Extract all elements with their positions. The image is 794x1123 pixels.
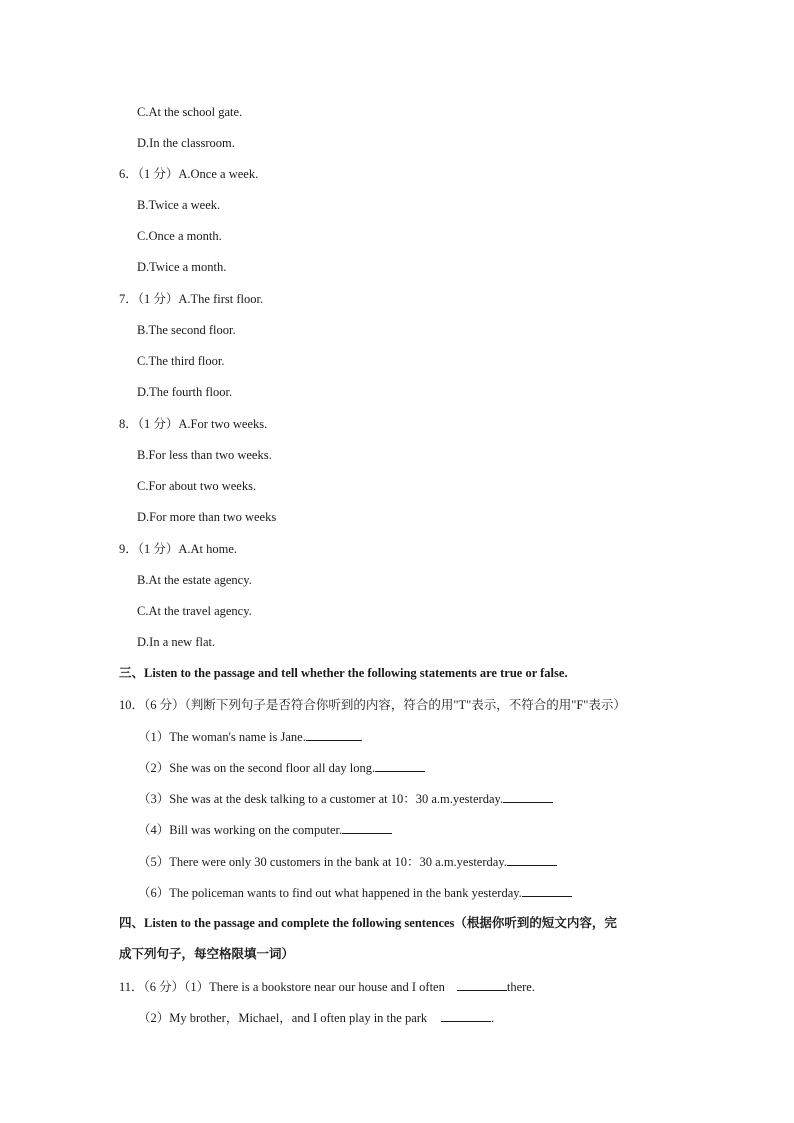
section-4-heading-line2 <box>119 946 294 962</box>
answer-blank[interactable] <box>342 821 392 834</box>
option-text: D.For more than two weeks <box>137 510 277 524</box>
line-q8-a <box>119 416 267 432</box>
answer-blank[interactable] <box>457 978 507 991</box>
statement-text: （4）Bill was working on the computer. <box>138 823 343 837</box>
line-q5-d <box>137 135 235 151</box>
option-text: D.Twice a month. <box>137 260 227 274</box>
line-q11-2 <box>138 1009 494 1026</box>
line-q7-a <box>119 291 263 307</box>
statement-text: （5）There were only 30 customers in the bank at 10：30 a.m.yesterday. <box>138 855 507 869</box>
sentence-text: . <box>491 1011 495 1025</box>
line-q10-3 <box>138 790 553 807</box>
section-title: 四、Listen to the passage and complete the following sentences（根据你听到的短文内容，完 <box>119 916 617 930</box>
line-q10-6 <box>138 884 572 901</box>
line-q8-b <box>137 447 272 463</box>
answer-blank[interactable] <box>522 884 572 897</box>
line-q9-c <box>137 603 252 619</box>
line-q9-d <box>137 634 215 650</box>
statement-text: （6）The policeman wants to find out what happened in the bank yesterday. <box>138 886 522 900</box>
answer-blank[interactable] <box>306 728 362 741</box>
option-text: B.Twice a week. <box>137 198 221 212</box>
option-text: C.The third floor. <box>137 354 225 368</box>
section-title: 三、Listen to the passage and tell whether the following statements are true or false. <box>119 666 568 680</box>
line-q9-a <box>119 541 237 557</box>
line-q7-c <box>137 353 225 369</box>
section-3-heading <box>119 665 568 681</box>
section-title: 成下列句子，每空格限填一词） <box>119 947 295 961</box>
question-text: 8．（1 分）A.For two weeks. <box>119 417 268 431</box>
line-q8-c <box>137 478 256 494</box>
option-text: C.At the school gate. <box>137 105 243 119</box>
question-text: 6．（1 分）A.Once a week. <box>119 167 259 181</box>
line-q7-b <box>137 322 236 338</box>
line-q10-5 <box>138 853 557 870</box>
question-text: 9．（1 分）A.At home. <box>119 542 238 556</box>
line-q6-c <box>137 228 222 244</box>
line-q9-b <box>137 572 252 588</box>
answer-blank[interactable] <box>375 759 425 772</box>
sentence-text: （2）My brother，Michael，and I often play in the park <box>138 1011 428 1025</box>
line-q7-d <box>137 384 232 400</box>
option-text: D.In a new flat. <box>137 635 216 649</box>
option-text: B.The second floor. <box>137 323 236 337</box>
question-text: 10．（6 分）（判断下列句子是否符合你听到的内容，符合的用"T"表示，不符合的用"F"表示） <box>119 698 626 712</box>
option-text: C.For about two weeks. <box>137 479 257 493</box>
line-q6-d <box>137 259 226 275</box>
option-text: B.At the estate agency. <box>137 573 252 587</box>
line-q11-1 <box>119 978 535 995</box>
statement-text: （1）The woman's name is Jane. <box>138 730 306 744</box>
option-text: D.In the classroom. <box>137 136 235 150</box>
answer-blank[interactable] <box>507 853 557 866</box>
option-text: B.For less than two weeks. <box>137 448 272 462</box>
line-q10-2 <box>138 759 425 776</box>
answer-blank[interactable] <box>441 1009 491 1022</box>
option-text: C.Once a month. <box>137 229 222 243</box>
option-text: D.The fourth floor. <box>137 385 233 399</box>
line-q10-4 <box>138 821 392 838</box>
statement-text: （2）She was on the second floor all day long. <box>138 761 376 775</box>
line-q6-b <box>137 197 220 213</box>
line-q5-c <box>137 104 242 120</box>
option-text: C.At the travel agency. <box>137 604 252 618</box>
section-4-heading-line1 <box>119 915 617 931</box>
line-q10 <box>119 697 626 713</box>
line-q8-d <box>137 509 276 525</box>
answer-blank[interactable] <box>503 790 553 803</box>
sentence-text: there. <box>506 980 535 994</box>
statement-text: （3）She was at the desk talking to a customer at 10：30 a.m.yesterday. <box>138 792 504 806</box>
line-q10-1 <box>138 728 362 745</box>
line-q6-a <box>119 166 258 182</box>
sentence-text: 11．（6 分）（1）There is a bookstore near our house and I often <box>119 980 445 994</box>
question-text: 7．（1 分）A.The first floor. <box>119 292 264 306</box>
